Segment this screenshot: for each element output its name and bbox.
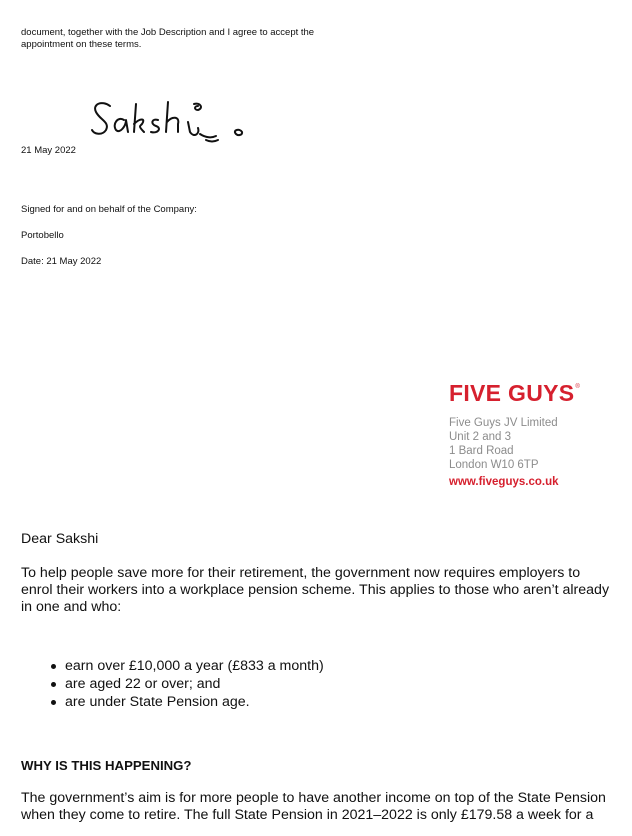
company-date: Date: 21 May 2022 [21, 256, 102, 267]
address-line: 1 Bard Road [449, 445, 514, 457]
list-item-text: earn over £10,000 a year (£833 a month) [65, 658, 324, 674]
bullet-icon [51, 682, 56, 687]
address-line: Unit 2 and 3 [449, 431, 512, 443]
list-item [21, 675, 324, 693]
handwritten-signature [88, 94, 258, 146]
explanation-paragraph: The government’s aim is for more people to have another income on top of the State Pension when they come to retire. The full State Pension in 2021–2022 is only £179.58 a week for a [21, 790, 606, 823]
website-link[interactable]: www.fiveguys.co.uk [449, 476, 559, 488]
list-item-text: are aged 22 or over; and [65, 676, 221, 692]
logo-text: FIVE GUYS [449, 380, 575, 406]
list-item [21, 657, 324, 675]
company-name: Portobello [21, 230, 64, 241]
registered-mark: ® [575, 384, 581, 390]
address-line: London W10 6TP [449, 459, 539, 471]
intro-text: document, together with the Job Description and I agree to accept the appointment on these terms. [21, 27, 315, 50]
section-heading: WHY IS THIS HAPPENING? [21, 758, 192, 773]
bullet-icon [51, 664, 56, 669]
list-item-text: are under State Pension age. [65, 694, 250, 710]
greeting: Dear Sakshi [21, 531, 99, 547]
list-item [21, 693, 324, 711]
intro-paragraph: To help people save more for their retirement, the government now requires employers to enrol their workers into a workplace pension scheme. This applies to those who aren’t already in one and who: [21, 565, 610, 615]
five-guys-logo [449, 380, 580, 407]
address-line: Five Guys JV Limited [449, 417, 558, 429]
bullet-icon [51, 700, 56, 705]
signed-for-label: Signed for and on behalf of the Company: [21, 204, 197, 215]
signature-date: 21 May 2022 [21, 145, 76, 156]
eligibility-list [21, 657, 324, 711]
